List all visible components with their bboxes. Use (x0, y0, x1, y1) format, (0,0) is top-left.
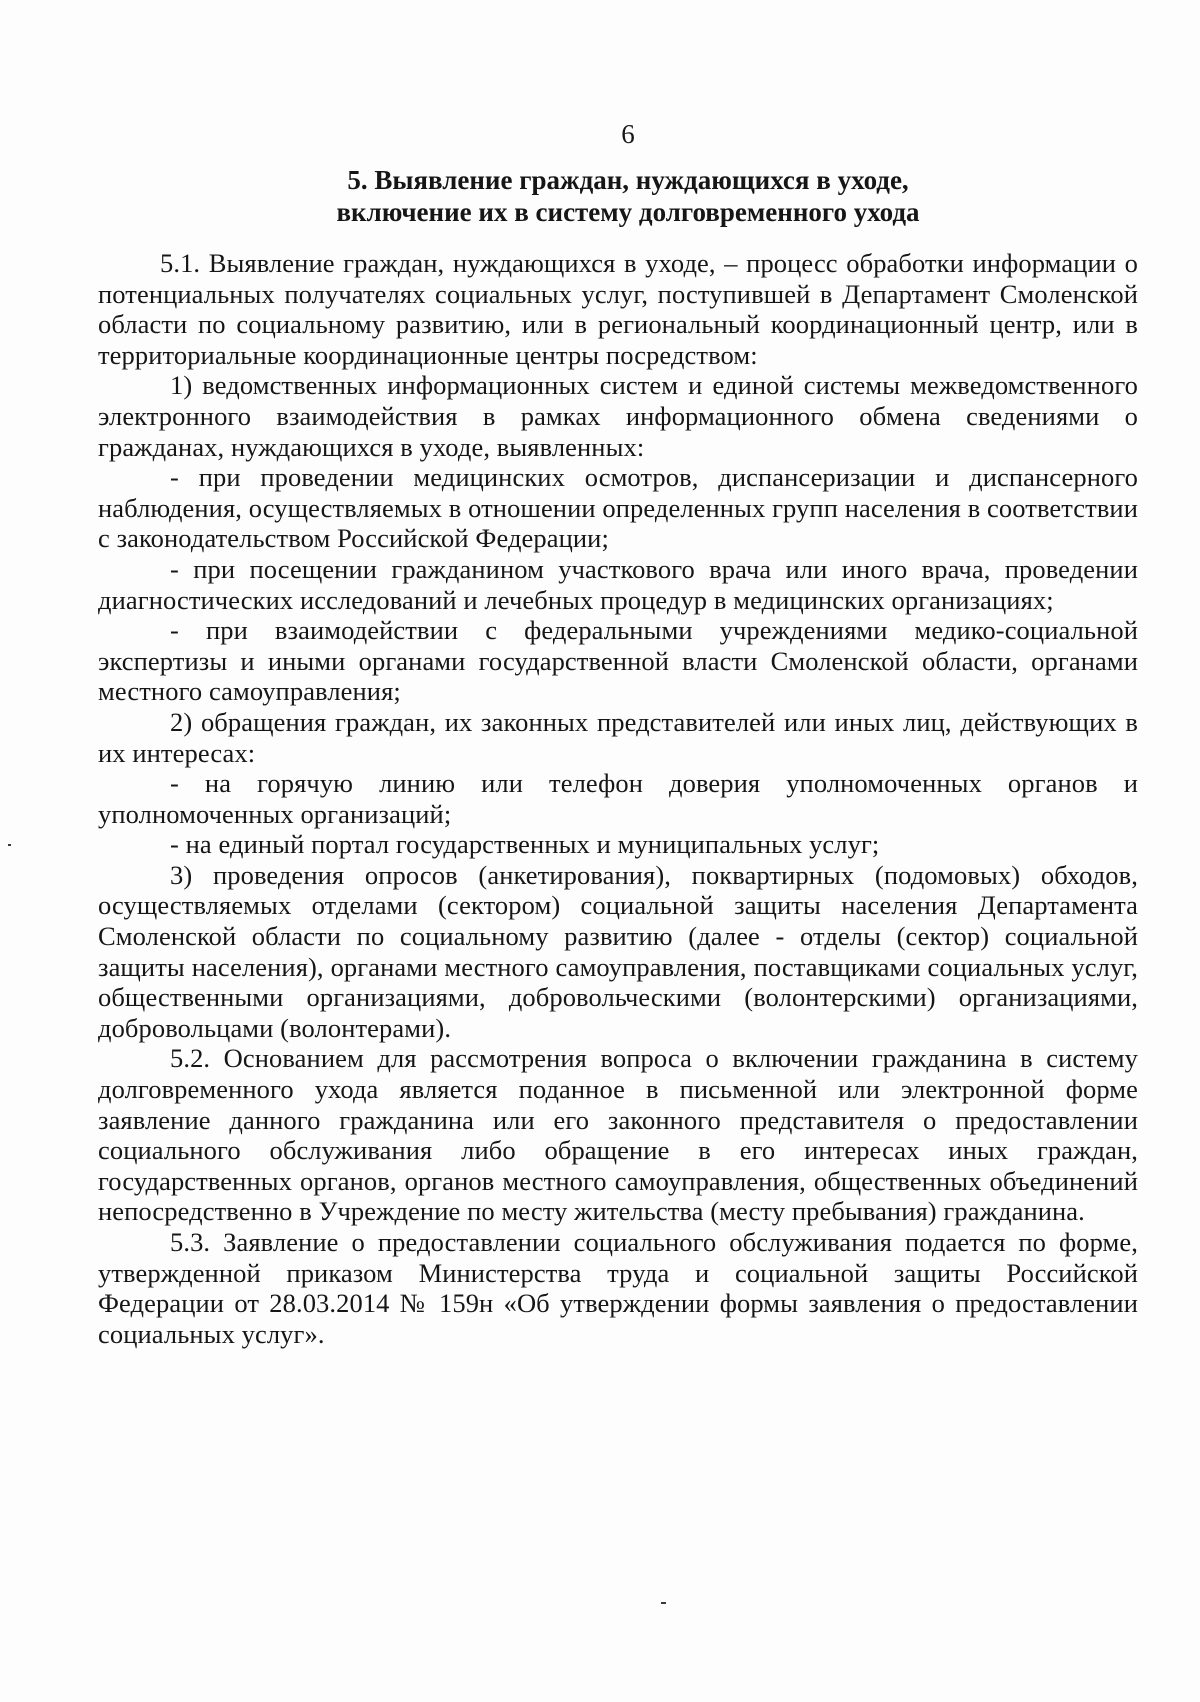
paragraph-item-3: 3) проведения опросов (анкетирования), поквартирных (подомовых) обходов, осуществляемых отделами (сектором) социальной защиты населения Департамента Смоленской области по социальному развитию (далее - отделы (сектор) социальной защиты населения), органами местного самоуправления, поставщиками социальных услуг, общественными организациями, добровольческими (волонтерскими) организациями, добровольцами (волонтерами). (98, 859, 1138, 1043)
scan-speck (661, 1602, 666, 1604)
paragraph-subitem-doctor-visits: - при посещении гражданином участкового врача или иного врача, проведении диагностических исследований и лечебных процедур в медицинских организациях; (98, 553, 1138, 615)
paragraph-5-3: 5.3. Заявление о предоставлении социального обслуживания подается по форме, утвержденной приказом Министерства труда и социальной защиты Российской Федерации от 28.03.2014 № 159н «Об утверждении формы заявления о предоставлении социальных услуг». (98, 1227, 1138, 1349)
paragraph-subitem-expertise: - при взаимодействии с федеральными учреждениями медико-социальной экспертизы и иными органами государственной власти Смоленской области, органами местного самоуправления; (98, 615, 1138, 707)
paragraph-subitem-medical-exams: - при проведении медицинских осмотров, диспансеризации и диспансерного наблюдения, осуществляемых в отношении определенных групп населения в соответствии с законодательством Российской Федерации; (98, 462, 1138, 554)
scan-speck (8, 844, 11, 846)
paragraph-5-1: 5.1. Выявление граждан, нуждающихся в уходе, – процесс обработки информации о потенциальных получателях социальных услуг, поступившей в Департамент Смоленской области по социальному развитию, или в региональный координационный центр, или в территориальные координационные центры посредством: (98, 248, 1138, 370)
section-title-line-1: 5. Выявление граждан, нуждающихся в уходе, (347, 165, 909, 195)
paragraph-5-2: 5.2. Основанием для рассмотрения вопроса о включении гражданина в систему долговременного ухода является поданное в письменной или электронной форме заявление данного гражданина или его законного представителя о предоставлении социального обслуживания либо обращение в его интересах иных граждан, государственных органов, органов местного самоуправления, общественных объединений непосредственно в Учреждение по месту жительства (месту пребывания) гражданина. (98, 1043, 1138, 1227)
paragraph-item-2: 2) обращения граждан, их законных представителей или иных лиц, действующих в их интересах: (98, 706, 1138, 768)
paragraph-subitem-portal: - на единый портал государственных и муниципальных услуг; (170, 829, 880, 860)
section-title (98, 164, 1138, 228)
paragraph-item-1: 1) ведомственных информационных систем и единой системы межведомственного электронного взаимодействия в рамках информационного обмена сведениями о гражданах, нуждающихся в уходе, выявленных: (98, 370, 1138, 462)
paragraph-subitem-hotline: - на горячую линию или телефон доверия уполномоченных органов и уполномоченных организаций; (98, 768, 1138, 829)
page-number: 6 (621, 119, 635, 149)
section-title-line-2: включение их в систему долговременного ухода (336, 197, 920, 227)
document-body (98, 118, 1138, 1349)
